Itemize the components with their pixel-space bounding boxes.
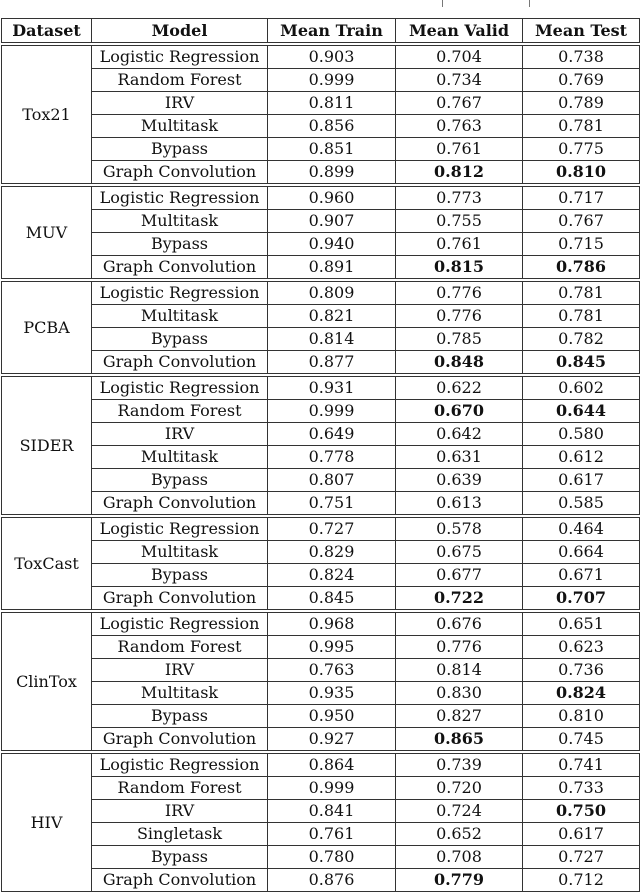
mean-train-cell: 0.856 — [268, 115, 396, 138]
table-row — [2, 636, 640, 659]
table-row — [2, 69, 640, 92]
mean-test-cell: 0.733 — [523, 777, 640, 800]
mean-valid-cell: 0.642 — [396, 423, 523, 446]
dataset-name: PCBA — [2, 280, 92, 375]
model-cell: Graph Convolution — [92, 492, 268, 517]
mean-valid-cell: 0.763 — [396, 115, 523, 138]
mean-valid-cell: 0.578 — [396, 516, 523, 541]
mean-test-cell: 0.580 — [523, 423, 640, 446]
mean-test-cell: 0.717 — [523, 185, 640, 210]
mean-valid-cell: 0.827 — [396, 705, 523, 728]
mean-test-cell: 0.824 — [523, 682, 640, 705]
caption-clip-mark-right — [529, 0, 530, 7]
mean-test-cell: 0.789 — [523, 92, 640, 115]
mean-test-cell: 0.707 — [523, 587, 640, 612]
model-cell: Graph Convolution — [92, 161, 268, 186]
dataset-group — [2, 752, 640, 892]
table-row — [2, 92, 640, 115]
mean-valid-cell: 0.631 — [396, 446, 523, 469]
mean-valid-cell: 0.708 — [396, 846, 523, 869]
table-row — [2, 256, 640, 281]
table-row — [2, 44, 640, 69]
mean-train-cell: 0.876 — [268, 869, 396, 892]
table-row — [2, 351, 640, 376]
mean-valid-cell: 0.675 — [396, 541, 523, 564]
model-cell: Graph Convolution — [92, 869, 268, 892]
mean-train-cell: 0.995 — [268, 636, 396, 659]
mean-test-cell: 0.644 — [523, 400, 640, 423]
caption-clip-mark-left — [442, 0, 443, 7]
model-cell: Bypass — [92, 233, 268, 256]
table-row — [2, 659, 640, 682]
mean-valid-cell: 0.767 — [396, 92, 523, 115]
table-row — [2, 728, 640, 753]
model-cell: Logistic Regression — [92, 280, 268, 305]
mean-train-cell: 0.778 — [268, 446, 396, 469]
model-cell: Bypass — [92, 705, 268, 728]
mean-test-cell: 0.671 — [523, 564, 640, 587]
mean-test-cell: 0.651 — [523, 611, 640, 636]
dataset-name: ClinTox — [2, 611, 92, 752]
mean-test-cell: 0.736 — [523, 659, 640, 682]
mean-train-cell: 0.807 — [268, 469, 396, 492]
table-row — [2, 328, 640, 351]
model-cell: Logistic Regression — [92, 185, 268, 210]
model-cell: Random Forest — [92, 777, 268, 800]
dataset-group — [2, 44, 640, 185]
table-row — [2, 777, 640, 800]
mean-valid-cell: 0.622 — [396, 375, 523, 400]
model-cell: Bypass — [92, 846, 268, 869]
dataset-name: HIV — [2, 752, 92, 892]
dataset-group — [2, 611, 640, 752]
mean-train-cell: 0.829 — [268, 541, 396, 564]
mean-valid-cell: 0.815 — [396, 256, 523, 281]
mean-valid-cell: 0.722 — [396, 587, 523, 612]
model-cell: Multitask — [92, 682, 268, 705]
table-row — [2, 469, 640, 492]
table-row — [2, 446, 640, 469]
mean-valid-cell: 0.755 — [396, 210, 523, 233]
table-row — [2, 823, 640, 846]
mean-train-cell: 0.811 — [268, 92, 396, 115]
mean-train-cell: 0.927 — [268, 728, 396, 753]
mean-train-cell: 0.931 — [268, 375, 396, 400]
mean-train-cell: 0.999 — [268, 69, 396, 92]
mean-train-cell: 0.999 — [268, 777, 396, 800]
table-row — [2, 800, 640, 823]
mean-test-cell: 0.617 — [523, 823, 640, 846]
mean-test-cell: 0.612 — [523, 446, 640, 469]
mean-valid-cell: 0.814 — [396, 659, 523, 682]
model-cell: IRV — [92, 659, 268, 682]
model-cell: Graph Convolution — [92, 351, 268, 376]
model-cell: Graph Convolution — [92, 587, 268, 612]
mean-valid-cell: 0.734 — [396, 69, 523, 92]
mean-valid-cell: 0.776 — [396, 280, 523, 305]
mean-test-cell: 0.781 — [523, 280, 640, 305]
model-cell: Multitask — [92, 210, 268, 233]
mean-valid-cell: 0.830 — [396, 682, 523, 705]
mean-train-cell: 0.891 — [268, 256, 396, 281]
mean-train-cell: 0.960 — [268, 185, 396, 210]
mean-valid-cell: 0.652 — [396, 823, 523, 846]
dataset-name: ToxCast — [2, 516, 92, 611]
model-cell: Multitask — [92, 115, 268, 138]
model-cell: Bypass — [92, 328, 268, 351]
header-model: Model — [92, 19, 268, 45]
model-cell: Singletask — [92, 823, 268, 846]
table-row — [2, 423, 640, 446]
mean-train-cell: 0.761 — [268, 823, 396, 846]
mean-valid-cell: 0.720 — [396, 777, 523, 800]
dataset-name: Tox21 — [2, 44, 92, 185]
table-row — [2, 869, 640, 892]
header-mean-test: Mean Test — [523, 19, 640, 45]
model-cell: Logistic Regression — [92, 516, 268, 541]
mean-test-cell: 0.741 — [523, 752, 640, 777]
mean-valid-cell: 0.724 — [396, 800, 523, 823]
table-row — [2, 115, 640, 138]
mean-train-cell: 0.824 — [268, 564, 396, 587]
mean-test-cell: 0.712 — [523, 869, 640, 892]
mean-valid-cell: 0.704 — [396, 44, 523, 69]
mean-valid-cell: 0.812 — [396, 161, 523, 186]
mean-valid-cell: 0.779 — [396, 869, 523, 892]
mean-test-cell: 0.738 — [523, 44, 640, 69]
model-cell: Bypass — [92, 564, 268, 587]
mean-valid-cell: 0.670 — [396, 400, 523, 423]
mean-test-cell: 0.786 — [523, 256, 640, 281]
table-row — [2, 375, 640, 400]
table-row — [2, 541, 640, 564]
model-cell: IRV — [92, 423, 268, 446]
table-row — [2, 705, 640, 728]
model-cell: IRV — [92, 92, 268, 115]
mean-test-cell: 0.585 — [523, 492, 640, 517]
model-cell: Graph Convolution — [92, 256, 268, 281]
table-row — [2, 682, 640, 705]
dataset-group — [2, 185, 640, 280]
model-cell: Bypass — [92, 469, 268, 492]
mean-valid-cell: 0.613 — [396, 492, 523, 517]
mean-valid-cell: 0.639 — [396, 469, 523, 492]
header-mean-train: Mean Train — [268, 19, 396, 45]
mean-test-cell: 0.750 — [523, 800, 640, 823]
mean-test-cell: 0.715 — [523, 233, 640, 256]
table-header — [2, 19, 640, 45]
mean-valid-cell: 0.761 — [396, 138, 523, 161]
table-row — [2, 138, 640, 161]
mean-train-cell: 0.864 — [268, 752, 396, 777]
mean-test-cell: 0.781 — [523, 305, 640, 328]
table-row — [2, 400, 640, 423]
model-cell: Multitask — [92, 305, 268, 328]
mean-test-cell: 0.464 — [523, 516, 640, 541]
model-cell: IRV — [92, 800, 268, 823]
header-mean-valid: Mean Valid — [396, 19, 523, 45]
model-cell: Multitask — [92, 541, 268, 564]
mean-train-cell: 0.907 — [268, 210, 396, 233]
dataset-name: MUV — [2, 185, 92, 280]
mean-train-cell: 0.727 — [268, 516, 396, 541]
mean-train-cell: 0.950 — [268, 705, 396, 728]
mean-valid-cell: 0.848 — [396, 351, 523, 376]
model-cell: Logistic Regression — [92, 752, 268, 777]
table-row — [2, 587, 640, 612]
table-row — [2, 564, 640, 587]
table-row — [2, 305, 640, 328]
model-cell: Random Forest — [92, 400, 268, 423]
mean-train-cell: 0.940 — [268, 233, 396, 256]
model-cell: Multitask — [92, 446, 268, 469]
dataset-group — [2, 375, 640, 516]
mean-train-cell: 0.968 — [268, 611, 396, 636]
table-row — [2, 210, 640, 233]
mean-test-cell: 0.745 — [523, 728, 640, 753]
mean-test-cell: 0.767 — [523, 210, 640, 233]
mean-valid-cell: 0.761 — [396, 233, 523, 256]
table-row — [2, 185, 640, 210]
mean-train-cell: 0.899 — [268, 161, 396, 186]
mean-train-cell: 0.903 — [268, 44, 396, 69]
model-cell: Logistic Regression — [92, 44, 268, 69]
table-row — [2, 492, 640, 517]
table-row — [2, 846, 640, 869]
mean-train-cell: 0.935 — [268, 682, 396, 705]
mean-valid-cell: 0.776 — [396, 636, 523, 659]
mean-train-cell: 0.999 — [268, 400, 396, 423]
mean-test-cell: 0.664 — [523, 541, 640, 564]
mean-train-cell: 0.751 — [268, 492, 396, 517]
dataset-group — [2, 280, 640, 375]
mean-train-cell: 0.809 — [268, 280, 396, 305]
mean-train-cell: 0.821 — [268, 305, 396, 328]
table-row — [2, 280, 640, 305]
results-table — [1, 18, 640, 892]
mean-train-cell: 0.649 — [268, 423, 396, 446]
mean-valid-cell: 0.785 — [396, 328, 523, 351]
model-cell: Random Forest — [92, 636, 268, 659]
mean-test-cell: 0.775 — [523, 138, 640, 161]
model-cell: Bypass — [92, 138, 268, 161]
mean-train-cell: 0.763 — [268, 659, 396, 682]
table-row — [2, 161, 640, 186]
header-dataset: Dataset — [2, 19, 92, 45]
mean-train-cell: 0.851 — [268, 138, 396, 161]
table-row — [2, 233, 640, 256]
mean-test-cell: 0.845 — [523, 351, 640, 376]
mean-test-cell: 0.810 — [523, 161, 640, 186]
mean-test-cell: 0.623 — [523, 636, 640, 659]
mean-train-cell: 0.780 — [268, 846, 396, 869]
dataset-name: SIDER — [2, 375, 92, 516]
mean-valid-cell: 0.865 — [396, 728, 523, 753]
model-cell: Graph Convolution — [92, 728, 268, 753]
mean-valid-cell: 0.677 — [396, 564, 523, 587]
dataset-group — [2, 516, 640, 611]
mean-test-cell: 0.782 — [523, 328, 640, 351]
table-row — [2, 752, 640, 777]
mean-test-cell: 0.781 — [523, 115, 640, 138]
mean-valid-cell: 0.676 — [396, 611, 523, 636]
model-cell: Logistic Regression — [92, 375, 268, 400]
table-row — [2, 516, 640, 541]
mean-test-cell: 0.727 — [523, 846, 640, 869]
model-cell: Random Forest — [92, 69, 268, 92]
mean-valid-cell: 0.739 — [396, 752, 523, 777]
mean-train-cell: 0.814 — [268, 328, 396, 351]
mean-test-cell: 0.769 — [523, 69, 640, 92]
header-row — [2, 19, 640, 45]
mean-train-cell: 0.845 — [268, 587, 396, 612]
mean-valid-cell: 0.773 — [396, 185, 523, 210]
mean-valid-cell: 0.776 — [396, 305, 523, 328]
table-row — [2, 611, 640, 636]
mean-train-cell: 0.877 — [268, 351, 396, 376]
mean-test-cell: 0.602 — [523, 375, 640, 400]
model-cell: Logistic Regression — [92, 611, 268, 636]
mean-train-cell: 0.841 — [268, 800, 396, 823]
mean-test-cell: 0.810 — [523, 705, 640, 728]
mean-test-cell: 0.617 — [523, 469, 640, 492]
